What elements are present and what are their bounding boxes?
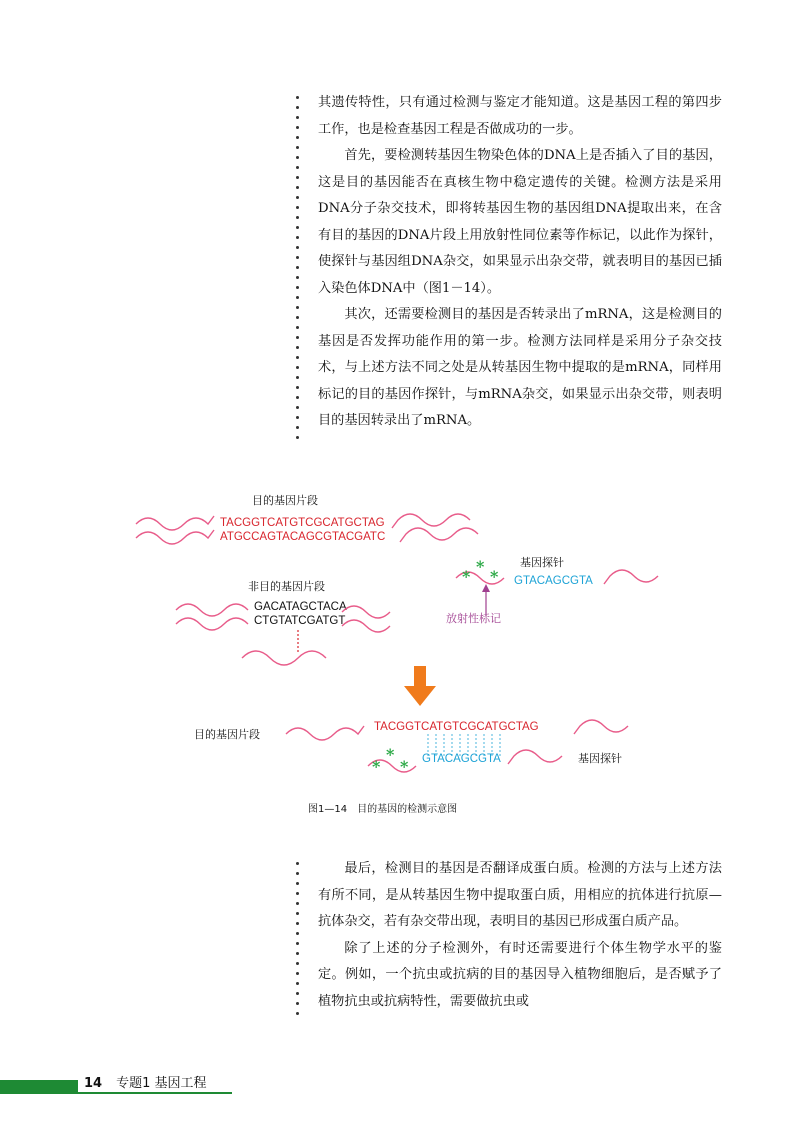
margin-dot <box>296 922 299 925</box>
margin-dot <box>296 126 299 129</box>
probe-wave <box>604 570 658 584</box>
footer-green-bar <box>0 1080 78 1092</box>
down-arrow-head-icon <box>404 686 436 706</box>
margin-dot <box>296 972 299 975</box>
target-seq-bottom: ATGCCAGTACAGCGTACGATC <box>220 531 386 543</box>
margin-dot <box>296 246 299 249</box>
margin-dot <box>296 306 299 309</box>
margin-dot <box>296 406 299 409</box>
top-text-block <box>318 90 722 435</box>
probe-seq: GTACAGCGTA <box>514 575 593 587</box>
margin-dot <box>296 396 299 399</box>
footer-rule <box>0 1092 232 1094</box>
margin-dot <box>296 436 299 439</box>
margin-dot <box>296 932 299 935</box>
radioactive-star-icon: * <box>386 745 395 764</box>
detection-diagram <box>0 480 800 790</box>
dna-wave <box>286 726 364 740</box>
hybrid-probe-seq: GTACAGCGTA <box>422 753 501 765</box>
margin-dot <box>296 316 299 319</box>
dna-wave <box>574 720 628 734</box>
margin-dot <box>296 136 299 139</box>
chapter-title: 专题1 基因工程 <box>116 1076 207 1091</box>
margin-dot <box>296 156 299 159</box>
margin-dot <box>296 426 299 429</box>
margin-dot <box>296 376 299 379</box>
dna-wave <box>242 651 326 665</box>
radioactive-star-icon: * <box>400 757 409 776</box>
page-number: 14 <box>84 1076 103 1091</box>
label-radioactive: 放射性标记 <box>446 612 501 625</box>
margin-dot <box>296 416 299 419</box>
radioactive-star-icon: * <box>462 567 471 586</box>
margin-dot <box>296 1002 299 1005</box>
margin-dot <box>296 326 299 329</box>
margin-dot <box>296 912 299 915</box>
paragraph: 除了上述的分子检测外，有时还需要进行个体生物学水平的鉴定。例如，一个抗虫或抗病的目的基因导入植物细胞后，是否赋予了植物抗虫或抗病特性，需要做抗虫或 <box>318 940 722 1009</box>
margin-dot <box>296 266 299 269</box>
figure-caption: 图1—14 目的基因的检测示意图 <box>308 804 458 815</box>
paragraph: 其次，还需要检测目的基因是否转录出了mRNA，这是检测目的基因是否发挥功能作用的第一步。检测方法同样是采用分子杂交技术，与上述方法不同之处是从转基因生物中提取的是mRNA，同样用标记的目的基因作探针，与mRNA杂交，如果显示出杂交带，则表明目的基因转录出了mRNA。 <box>318 307 722 428</box>
margin-dot <box>296 276 299 279</box>
label-target-fragment-bottom: 目的基因片段 <box>194 728 260 741</box>
margin-dot <box>296 346 299 349</box>
margin-dot <box>296 96 299 99</box>
margin-dot <box>296 902 299 905</box>
nontarget-seq-bottom: CTGTATCGATGT <box>254 615 346 627</box>
margin-dot <box>296 1012 299 1015</box>
hybrid-seq: TACGGTCATGTCGCATGCTAG <box>374 721 539 733</box>
dna-wave <box>176 604 248 616</box>
paragraph: 首先，要检测转基因生物染色体的DNA上是否插入了目的基因，这是目的基因能否在真核生物中稳定遗传的关键。检测方法是采用DNA分子杂交技术，即将转基因生物的基因组DNA提取出来，在含有目的基因的DNA片段上用放射性同位素等作标记，以此作为探针，使探针与基因组DNA杂交，如果显示出杂交带，就表明目的基因已插入染色体DNA中（图1－14）。 <box>318 148 722 296</box>
dna-wave <box>136 516 214 530</box>
bottom-text-block <box>318 856 722 1015</box>
label-target-fragment: 目的基因片段 <box>252 494 318 507</box>
radioactive-star-icon: * <box>476 557 485 576</box>
margin-dot <box>296 862 299 865</box>
paragraph: 最后，检测目的基因是否翻译成蛋白质。检测的方法与上述方法有所不同，是从转基因生物中提取蛋白质，用相应的抗体进行抗原—抗体杂交，若有杂交带出现，表明目的基因已形成蛋白质产品。 <box>318 861 722 929</box>
margin-dot <box>296 166 299 169</box>
radioactive-star-icon: * <box>372 757 381 776</box>
margin-dot <box>296 386 299 389</box>
margin-dot <box>296 216 299 219</box>
margin-dot <box>296 366 299 369</box>
margin-dot <box>296 962 299 965</box>
paragraph: 其遗传特性，只有通过检测与鉴定才能知道。这是基因工程的第四步工作，也是检查基因工程是否做成功的一步。 <box>318 95 722 137</box>
margin-dot <box>296 356 299 359</box>
margin-dot <box>296 186 299 189</box>
margin-dot <box>296 892 299 895</box>
margin-dot <box>296 882 299 885</box>
page-footer <box>84 1072 207 1091</box>
margin-dot <box>296 992 299 995</box>
margin-dot <box>296 296 299 299</box>
margin-dot <box>296 226 299 229</box>
dna-wave <box>176 618 248 630</box>
margin-dot <box>296 872 299 875</box>
margin-dot <box>296 206 299 209</box>
probe-wave <box>508 750 562 764</box>
dna-wave <box>342 620 390 632</box>
label-probe-bottom: 基因探针 <box>578 752 622 765</box>
margin-dot <box>296 952 299 955</box>
margin-dot <box>296 176 299 179</box>
dna-wave <box>342 606 390 618</box>
margin-dot <box>296 236 299 239</box>
margin-dots-top <box>296 96 300 446</box>
margin-dot <box>296 336 299 339</box>
margin-dot <box>296 286 299 289</box>
dna-wave <box>392 514 470 528</box>
nontarget-seq-top: GACATAGCTACA <box>254 601 347 613</box>
down-arrow-icon <box>414 666 426 688</box>
radioactive-star-icon: * <box>490 567 499 586</box>
dna-wave <box>400 528 478 542</box>
arrow-up-icon <box>482 584 490 592</box>
margin-dot <box>296 982 299 985</box>
margin-dot <box>296 116 299 119</box>
margin-dot <box>296 146 299 149</box>
margin-dots-bottom <box>296 862 300 1030</box>
margin-dot <box>296 942 299 945</box>
label-probe: 基因探针 <box>520 556 564 569</box>
target-seq-top: TACGGTCATGTCGCATGCTAG <box>220 517 385 529</box>
dna-wave <box>136 530 214 544</box>
label-nontarget-fragment: 非目的基因片段 <box>248 580 325 593</box>
margin-dot <box>296 106 299 109</box>
margin-dot <box>296 196 299 199</box>
margin-dot <box>296 256 299 259</box>
